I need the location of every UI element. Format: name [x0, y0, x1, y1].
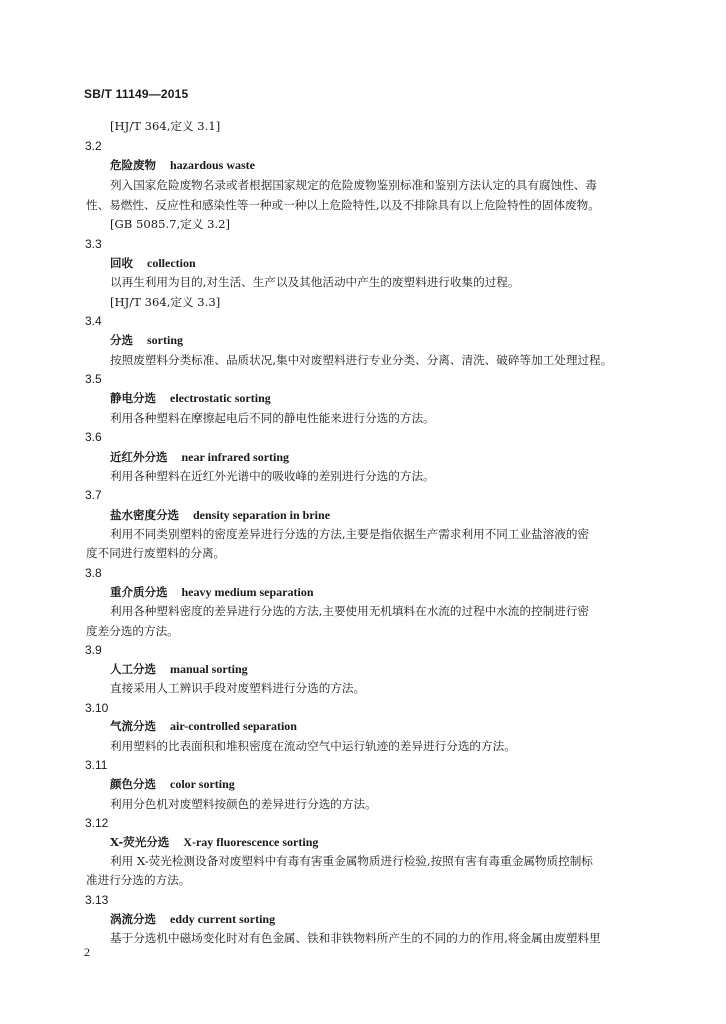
term-en: heavy medium separation [181, 585, 314, 599]
definition-text: 利用分色机对废塑料按颜色的差异进行分选的方法。 [110, 797, 377, 811]
term-zh: 气流分选 [110, 719, 156, 733]
term-zh: X-荧光分选 [110, 835, 170, 849]
source-reference: [GB 5085.7,定义 3.2] [110, 217, 231, 231]
clause-number: 3.11 [85, 758, 108, 772]
definition-text: 利用各种塑料密度的差异进行分选的方法,主要使用无机填料在水流的过程中水流的控制进行密 [110, 604, 590, 618]
clause-number: 3.9 [85, 643, 102, 657]
clause-number: 3.13 [85, 893, 109, 907]
term-title [110, 507, 330, 523]
term-en: sorting [147, 333, 183, 347]
definition-text: 直接采用人工辨识手段对废塑料进行分选的方法。 [110, 681, 366, 695]
term-title [110, 449, 289, 465]
definition-text: 利用各种塑料在摩擦起电后不同的静电性能来进行分选的方法。 [110, 411, 435, 425]
clause-number: 3.8 [85, 566, 102, 580]
definition-text-continued: 准进行分选的方法。 [86, 873, 191, 887]
term-en: eddy current sorting [170, 912, 276, 926]
term-title [110, 911, 275, 927]
term-en: collection [147, 256, 196, 270]
term-title [110, 776, 235, 792]
term-en: electrostatic sorting [170, 391, 271, 405]
term-title [110, 332, 183, 348]
definition-text: 按照废塑料分类标准、品质状况,集中对废塑料进行专业分类、分离、清洗、破碎等加工处理过程。 [110, 353, 613, 367]
definition-text: 利用各种塑料在近红外光谱中的吸收峰的差别进行分选的方法。 [110, 469, 435, 483]
term-title [110, 390, 271, 406]
definition-text: 利用 X-荧光检测设备对废塑料中有毒有害重金属物质进行检验,按照有害有毒重金属物质控制标 [110, 854, 593, 868]
term-en: X-ray fluorescence sorting [183, 835, 319, 849]
term-zh: 涡流分选 [110, 912, 156, 926]
term-zh: 盐水密度分选 [110, 508, 179, 522]
definition-text: 利用塑料的比表面积和堆积密度在流动空气中运行轨迹的差异进行分选的方法。 [110, 739, 516, 753]
page-number: 2 [84, 945, 90, 959]
term-title [110, 157, 255, 173]
definition-text: 列入国家危险废物名录或者根据国家规定的危险废物鉴别标准和鉴别方法认定的具有腐蚀性、毒 [110, 178, 597, 192]
definition-text-continued: 性、易燃性、反应性和感染性等一种或一种以上危险特性,以及不排除具有以上危险特性的固体废物。 [86, 198, 600, 212]
term-zh: 危险废物 [110, 158, 156, 172]
term-title [110, 255, 196, 271]
term-zh: 近红外分选 [110, 450, 168, 464]
term-title [110, 584, 314, 600]
term-en: color sorting [170, 777, 235, 791]
clause-number: 3.12 [85, 816, 109, 830]
term-title [110, 718, 297, 734]
clause-number: 3.7 [85, 488, 102, 502]
source-reference: [HJ/T 364,定义 3.3] [110, 295, 221, 309]
definition-text: 基于分选机中磁场变化时对有色金属、铁和非铁物料所产生的不同的力的作用,将金属由废塑料里 [110, 931, 601, 945]
term-zh: 回收 [110, 256, 133, 270]
definition-text: 利用不同类别塑料的密度差异进行分选的方法,主要是指依据生产需求利用不同工业盐溶液的密 [110, 527, 590, 541]
term-zh: 人工分选 [110, 662, 156, 676]
clause-number: 3.3 [85, 237, 102, 251]
term-en: manual sorting [170, 662, 248, 676]
term-en: near infrared sorting [181, 450, 290, 464]
definition-text-continued: 度不同进行废塑料的分离。 [86, 546, 226, 560]
term-en: density separation in brine [193, 508, 331, 522]
term-zh: 分选 [110, 333, 133, 347]
term-en: air-controlled separation [170, 719, 297, 733]
term-zh: 颜色分选 [110, 777, 156, 791]
clause-number: 3.4 [85, 314, 102, 328]
term-title [110, 834, 318, 850]
clause-number: 3.6 [85, 430, 102, 444]
term-title [110, 661, 248, 677]
clause-number: 3.5 [85, 372, 102, 386]
clause-number: 3.10 [85, 701, 109, 715]
term-en: hazardous waste [170, 158, 256, 172]
definition-text-continued: 度差分选的方法。 [86, 624, 179, 638]
term-zh: 静电分选 [110, 391, 156, 405]
term-zh: 重介质分选 [110, 585, 168, 599]
definition-text: 以再生利用为目的,对生活、生产以及其他活动中产生的废塑料进行收集的过程。 [110, 275, 520, 289]
clause-number: 3.2 [85, 139, 102, 153]
source-reference: [HJ/T 364,定义 3.1] [110, 119, 221, 133]
standard-id: SB/T 11149—2015 [84, 87, 189, 101]
